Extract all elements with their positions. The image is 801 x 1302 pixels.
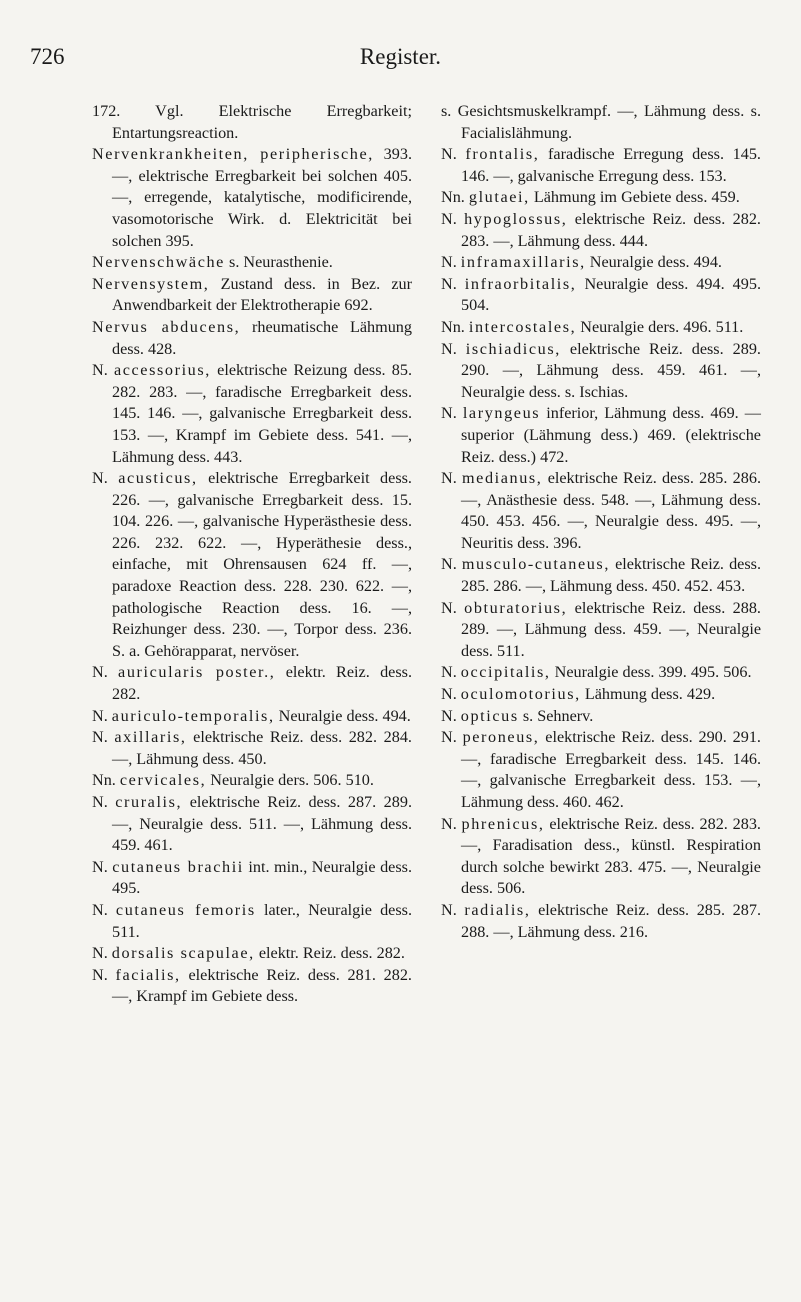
entry-lead: Nn. (441, 317, 469, 336)
entry-text: elektrische Reiz. dess. 290. 291. —, faradische Erregbarkeit dess. 145. 146. —, galvanische Erregbarkeit dess. 153. —, Lähmung dess. 460. 462. (461, 728, 761, 811)
entry-term: frontalis, (465, 145, 540, 164)
entry-term: auriculo-temporalis, (111, 706, 275, 725)
entry-term: Nervus abducens, (92, 317, 241, 336)
entry-text: Neuralgie dess. 494. 495. 504. (461, 274, 761, 315)
entry-text: elektrische Reiz. dess. 288. 289. —, Lähmung dess. 459. —, Neuralgie dess. 511. (461, 598, 761, 660)
entry-text: Neuralgie dess. 399. 495. 506. (550, 663, 752, 682)
index-entry (92, 770, 412, 792)
entry-lead: N. (92, 728, 115, 747)
index-entry (441, 598, 761, 663)
index-column-left (92, 101, 412, 1008)
entry-lead: N. (92, 857, 113, 876)
index-entry (92, 274, 412, 317)
entry-text: 393. —, elektrische Erregbarkeit bei solchen 405. —, erregende, katalytische, modificirende, vasomotorische Wirk. d. Elektricität bei solchen 395. (112, 145, 412, 250)
index-column-right (441, 101, 761, 943)
index-entry (441, 900, 761, 943)
index-entry (441, 706, 761, 728)
entry-text: Neuralgie dess. 494. (274, 706, 411, 725)
entry-text: elektrische Reiz. dess. 282. 283. —, Lähmung dess. 444. (461, 209, 761, 250)
entry-term: hypoglossus, (464, 209, 568, 228)
entry-text: elektrische Reiz. dess. 285. 287. 288. —, Lähmung dess. 216. (461, 900, 761, 941)
page-number: 726 (30, 44, 65, 69)
index-entry (441, 814, 761, 900)
entry-term: laryngeus (462, 404, 541, 423)
entry-lead: N. (441, 469, 462, 488)
entry-lead: N. (441, 728, 463, 747)
entry-term: cruralis, (115, 793, 183, 811)
index-entry (92, 252, 412, 274)
index-entry (441, 209, 761, 252)
entry-text: elektrische Reiz. dess. 285. 286. —, Anästhesie dess. 548. —, Lähmung dess. 450. 453. 456. —, Neuralgie dess. 495. —, Neuritis dess. 396. (461, 469, 761, 552)
index-entry (441, 554, 761, 597)
index-entry (92, 857, 412, 900)
index-entry (441, 274, 761, 317)
index-entry (441, 468, 761, 554)
entry-lead: N. (441, 663, 461, 682)
running-title: Register. (359, 44, 442, 69)
index-entry (441, 101, 761, 144)
entry-text: s. Gesichtsmuskelkrampf. —, Lähmung dess. s. Facialislähmung. (441, 102, 761, 142)
entry-text: elektr. Reiz. dess. 282. (254, 944, 405, 963)
entry-lead: N. (441, 404, 463, 423)
entry-term: Nervenkrankheiten, peripherische, (92, 145, 374, 164)
entry-lead: N. (441, 685, 461, 704)
entry-term: radialis, (464, 900, 531, 919)
entry-lead: N. (92, 965, 116, 984)
index-entry (441, 317, 761, 339)
entry-text: Lähmung dess. 429. (580, 685, 716, 704)
entry-term: obturatorius, (464, 598, 568, 617)
entry-term: medianus, (461, 469, 543, 488)
entry-text: Zustand dess. in Bez. zur Anwendbarkeit der Elektrotherapie 692. (112, 274, 412, 315)
entry-term: cutaneus femoris (115, 900, 256, 919)
index-entry (92, 360, 412, 468)
entry-text: Lähmung im Gebiete dess. 459. (529, 188, 740, 207)
entry-text: elektrische Reiz. dess. 282. 284. —, Lähmung dess. 450. (112, 728, 412, 768)
entry-lead: N. (92, 361, 114, 380)
entry-text: inferior, Lähmung dess. 469. — superior (Lähmung dess.) 469. (elektrische Reiz. dess.) 472. (461, 404, 761, 466)
index-entry (92, 727, 412, 770)
index-entry (92, 662, 412, 705)
entry-lead: N. (441, 706, 461, 725)
index-entry (441, 403, 761, 468)
index-entry (92, 317, 412, 360)
index-entry (441, 187, 761, 209)
entry-lead: N. (441, 209, 465, 228)
entry-text: elektrische Reiz. dess. 281. 282. —, Krampf im Gebiete dess. (112, 965, 412, 1006)
entry-lead: N. (441, 253, 461, 272)
index-entry (92, 144, 412, 252)
entry-term: Nervensystem, (92, 274, 210, 293)
index-entry (92, 943, 412, 965)
entry-lead: N. (92, 706, 112, 725)
entry-term: acusticus, (118, 469, 198, 488)
entry-lead: Nn. (441, 188, 469, 207)
entry-text: elektrische Reizung dess. 85. 282. 283. —, faradische Erregbarkeit dess. 145. 146. —, galvanische Erregbarkeit dess. 153. —, Krampf im Gebiete dess. 541. —, Lähmung dess. 443. (112, 361, 412, 466)
entry-term: dorsalis scapulae, (111, 944, 255, 963)
index-entry (92, 706, 412, 728)
index-entry (92, 101, 412, 144)
entry-term: glutaei, (468, 188, 530, 207)
entry-text: Neuralgie dess. 494. (585, 253, 722, 272)
entry-text: elektrische Reiz. dess. 285. 286. —, Lähmung dess. 450. 452. 453. (461, 555, 761, 596)
entry-term: axillaris, (114, 728, 187, 747)
entry-lead: N. (441, 598, 465, 617)
entry-term: opticus (460, 706, 519, 725)
index-entry (92, 792, 412, 857)
entry-term: facialis, (115, 965, 181, 984)
entry-lead: N. (92, 793, 116, 811)
entry-term: peroneus, (462, 728, 540, 747)
entry-text: int. min., Neuralgie dess. 495. (112, 857, 412, 898)
index-entry (441, 339, 761, 404)
entry-term: phrenicus, (461, 814, 545, 833)
entry-term: ischiadicus, (465, 339, 561, 358)
entry-text: Neuralgie ders. 506. 510. (206, 771, 374, 790)
entry-text: Neuralgie ders. 496. 511. (576, 317, 744, 336)
entry-text: elektr. Reiz. dess. 282. (112, 663, 412, 704)
index-entry (92, 965, 412, 1008)
entry-text: rheumatische Lähmung dess. 428. (112, 317, 412, 358)
entry-lead: N. (441, 339, 466, 358)
index-entry (441, 252, 761, 274)
entry-lead: Nn. (92, 771, 120, 790)
entry-lead: N. (441, 274, 465, 293)
index-entry (441, 684, 761, 706)
entry-term: cervicales, (119, 771, 207, 790)
entry-term: auricularis poster., (118, 663, 276, 682)
entry-term: musculo-cutaneus, (461, 555, 610, 574)
index-entry (441, 662, 761, 684)
entry-lead: N. (441, 555, 462, 574)
entry-term: occipitalis, (460, 663, 551, 682)
entry-text: 172. Vgl. Elektrische Erregbarkeit; Entartungsreaction. (92, 102, 412, 142)
entry-term: Nervenschwäche (92, 253, 225, 272)
entry-term: cutaneus brachii (112, 857, 244, 876)
entry-text: faradische Erregung dess. 145. 146. —, galvanische Erregung dess. 153. (461, 145, 761, 185)
entry-term: inframaxillaris, (460, 253, 586, 272)
entry-text: elektrische Reiz. dess. 289. 290. —, Lähmung dess. 459. 461. —, Neuralgie dess. s. Ischias. (461, 339, 761, 401)
entry-lead: N. (92, 469, 119, 488)
entry-lead: N. (441, 145, 466, 164)
index-entry (92, 468, 412, 662)
entry-text: s. Sehnerv. (518, 706, 594, 725)
entry-text: later., Neuralgie dess. 511. (112, 900, 412, 941)
entry-text: elektrische Reiz. dess. 287. 289. —, Neuralgie dess. 511. —, Lähmung dess. 459. 461. (112, 793, 412, 855)
entry-term: oculomotorius, (460, 685, 581, 704)
index-entry (441, 144, 761, 187)
page-header (0, 44, 801, 74)
index-entry (92, 900, 412, 943)
entry-term: accessorius, (113, 361, 211, 380)
entry-lead: N. (92, 663, 119, 682)
entry-lead: N. (92, 944, 112, 963)
entry-text: elektrische Erregbarkeit dess. 226. —, galvanische Erregbarkeit dess. 15. 104. 226. —, galvanische Hyperästhesie dess. 226. 232. 622. —, Hyperäthesie dess., einfache, mit Ohrensausen 624 ff. —, paradoxe Reaction dess. 228. 230. 622. —, pathologische Reaction dess. 16. —, Reizhunger dess. 230. —, Torpor dess. 236. S. a. Gehörapparat, nervöser. (112, 469, 412, 660)
entry-text: s. Neurasthenie. (224, 253, 333, 272)
index-entry (441, 727, 761, 813)
entry-lead: N. (441, 900, 465, 919)
entry-text: elektrische Reiz. dess. 282. 283. —, Faradisation dess., künstl. Respiration durch solche bewirkt 283. 475. —, Neuralgie dess. 506. (461, 814, 761, 898)
entry-term: infraorbitalis, (464, 274, 577, 293)
entry-lead: N. (92, 900, 116, 919)
entry-term: intercostales, (468, 317, 577, 336)
entry-lead: N. (441, 814, 462, 833)
